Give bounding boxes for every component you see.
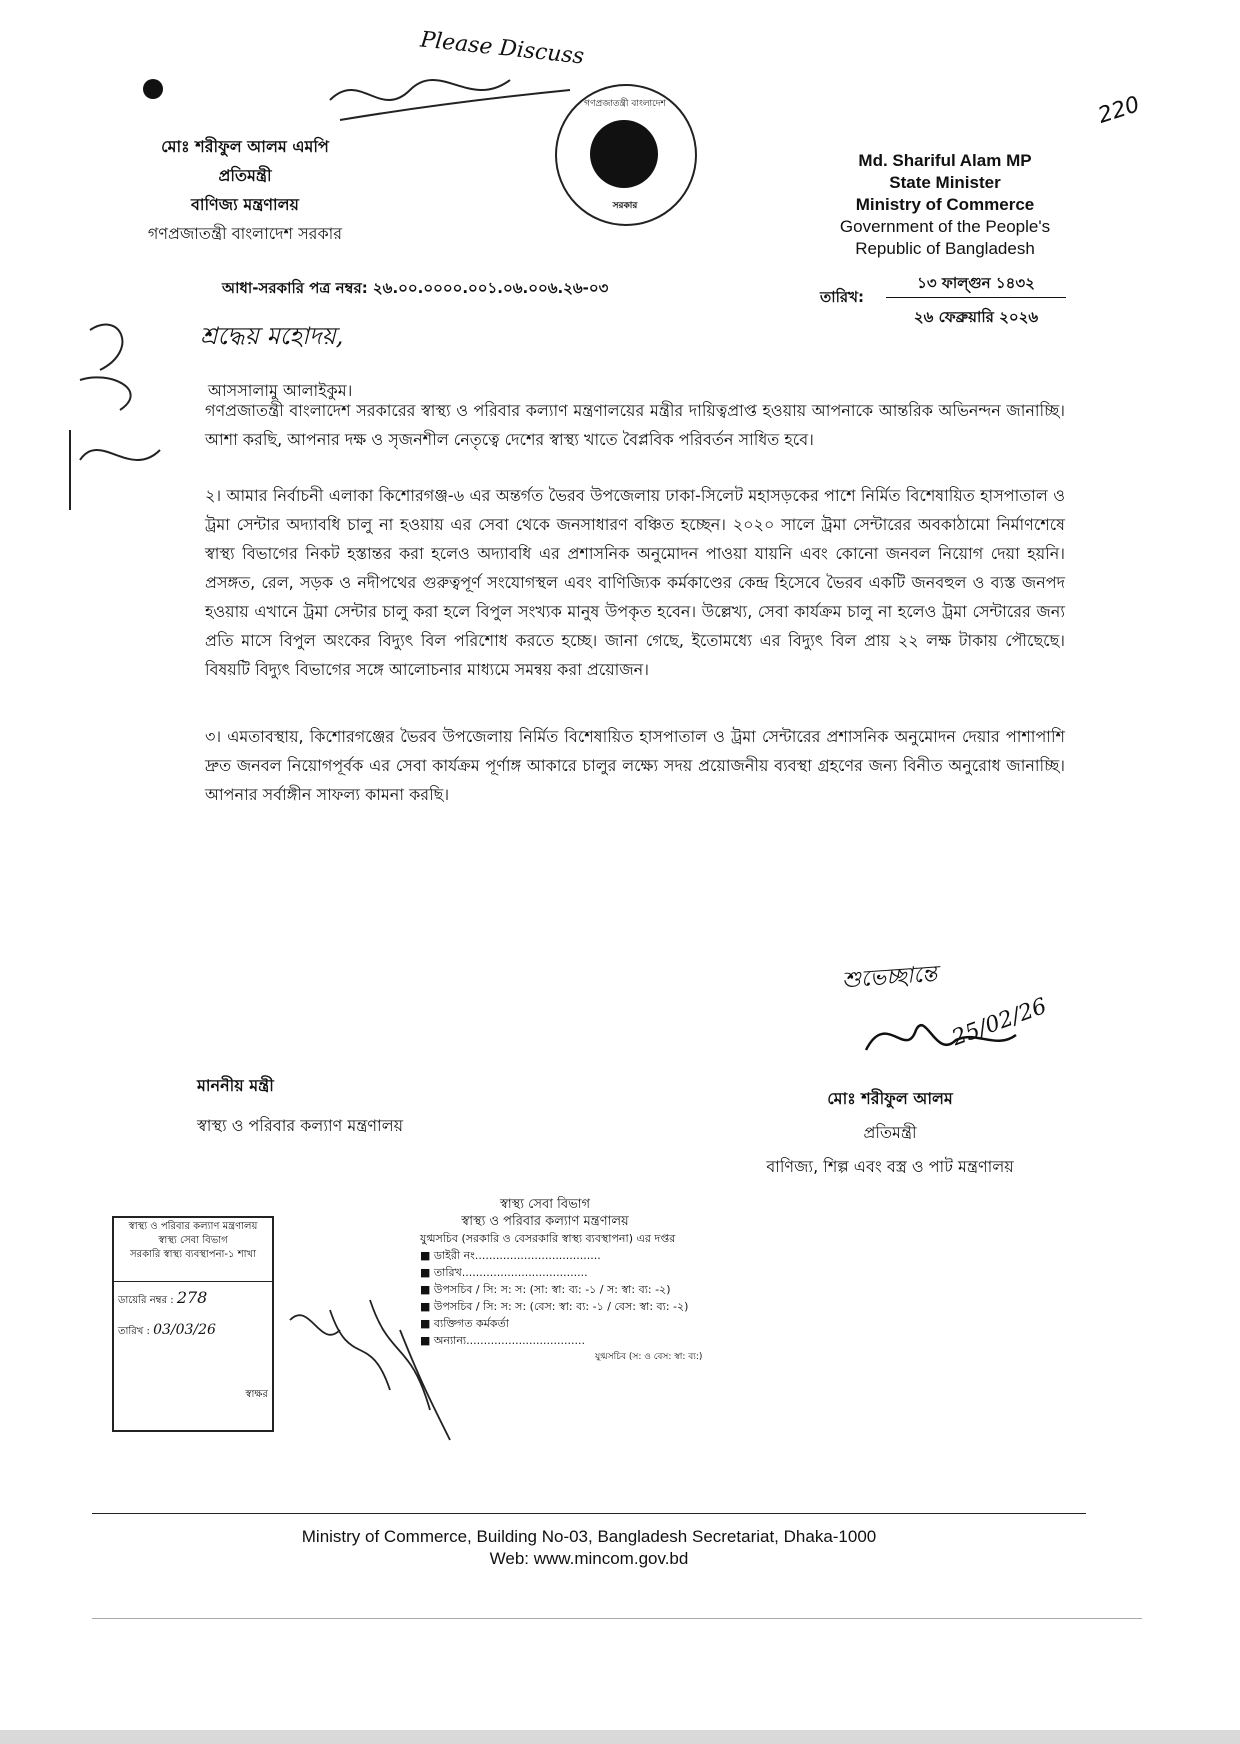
addressee-ministry: স্বাস্থ্য ও পরিবার কল্যাণ মন্ত্রণালয় xyxy=(197,1116,404,1135)
dept-stamp-item: ■ উপসচিব / সি: স: স: (সা: স্বা: ব্য: -১ / স: স্বা: ব্য: -২) xyxy=(420,1283,671,1296)
sender-block xyxy=(740,1082,1040,1184)
dept-stamp-item: ■ উপসচিব / সি: স: স: (বেস: স্বা: ব্য: -১ / বেস: স্বা: ব্য: -২) xyxy=(420,1300,689,1313)
receipt-date-label: তারিখ : xyxy=(118,1326,150,1337)
sender-title-sign: প্রতিমন্ত্রী xyxy=(863,1123,917,1142)
margin-handwritten-notes xyxy=(60,310,180,510)
letterhead-english xyxy=(820,150,1070,260)
salutation: শ্রদ্ধেয় মহোদয়, xyxy=(200,322,344,350)
sign-label: স্বাক্ষর xyxy=(245,1389,268,1400)
government-en-2: Republic of Bangladesh xyxy=(855,239,1035,258)
receipt-date-value: 03/03/26 xyxy=(153,1322,216,1338)
dept-stamp-line2: স্বাস্থ্য ও পরিবার কল্যাণ মন্ত্রণালয় xyxy=(461,1214,629,1229)
government-en-1: Government of the People's xyxy=(839,217,1051,236)
footer-divider-2 xyxy=(92,1618,1142,1619)
footer xyxy=(92,1526,1086,1570)
government-bn: গণপ্রজাতন্ত্রী বাংলাদেশ সরকার xyxy=(147,224,343,243)
receipt-stamp-line1: স্বাস্থ্য ও পরিবার কল্যাণ মন্ত্রণালয় xyxy=(128,1221,258,1232)
sender-name-sign: মোঃ শরীফুল আলম xyxy=(827,1089,953,1108)
date-bangla: ১৩ ফাল্গুন ১৪৩২ xyxy=(886,272,1066,298)
sender-ministry-bn: বাণিজ্য মন্ত্রণালয় xyxy=(191,195,299,214)
diary-label: ডায়েরি নম্বর : xyxy=(118,1295,174,1306)
footer-address: Ministry of Commerce, Building No-03, Bangladesh Secretariat, Dhaka-1000 xyxy=(301,1527,877,1546)
date-gregorian: ২৬ ফেব্রুয়ারি ২০২৬ xyxy=(913,308,1039,326)
seal-emblem xyxy=(590,120,658,188)
hole-punch-mark xyxy=(143,79,163,99)
signature-date: 25/02/26 xyxy=(948,993,1051,1052)
receipt-stamp-line2: স্বাস্থ্য সেবা বিভাগ xyxy=(158,1235,228,1246)
diary-value: 278 xyxy=(176,1288,208,1307)
greeting: আসসালামু আলাইকুম। xyxy=(208,381,353,400)
sender-title-bn: প্রতিমন্ত্রী xyxy=(218,166,272,185)
letterhead-bengali xyxy=(115,132,375,248)
date-label: তারিখ: xyxy=(820,288,864,306)
dept-stamp-line1: স্বাস্থ্য সেবা বিভাগ xyxy=(499,1197,591,1212)
corner-number-handwritten: 220 xyxy=(1095,92,1143,129)
footer-divider xyxy=(92,1513,1086,1514)
dept-stamp-item: ■ তারিখ.................................... xyxy=(420,1266,588,1279)
dept-stamp-line3: যুগ্মসচিব (সরকারি ও বেসরকারি স্বাস্থ্য ব্যবস্থাপনা) এর দপ্তর xyxy=(420,1232,676,1245)
receipt-stamp-line3: সরকারি স্বাস্থ্য ব্যবস্থাপনা-১ শাখা xyxy=(130,1249,256,1260)
sender-name-en: Md. Shariful Alam MP xyxy=(858,151,1032,170)
sender-ministry-en: Ministry of Commerce xyxy=(855,195,1035,214)
handwritten-signature-top xyxy=(320,60,580,140)
paragraph-3: ৩। এমতাবস্থায়, কিশোরগঞ্জের ভৈরব উপজেলায় নির্মিত বিশেষায়িত হাসপাতাল ও ট্রমা সেন্টারের প্রশাসনিক অনুমোদন দেয়ার পাশাপাশি দ্রুত জনবল নিয়োগপূর্বক এর সেবা কার্যক্রম পূর্ণাঙ্গ আকারে চালুর লক্ষ্যে সদয় প্রয়োজনীয় ব্যবস্থা গ্রহণের জন্য বিনীত অনুরোধ জানাচ্ছি। আপনার সর্বাঙ্গীন সাফল্য কামনা করছি। xyxy=(205,727,1065,804)
margin-handwritten-notes-bottom xyxy=(280,1290,480,1470)
scan-edge xyxy=(0,1730,1240,1744)
dept-stamp-item: ■ ডাইরী নং.................................... xyxy=(420,1249,601,1262)
seal-text-bottom: সরকার xyxy=(612,201,638,211)
sender-ministry-sign: বাণিজ্য, শিল্প এবং বস্ত্র ও পাট মন্ত্রণালয় xyxy=(766,1157,1014,1176)
paragraph-1: গণপ্রজাতন্ত্রী বাংলাদেশ সরকারের স্বাস্থ্য ও পরিবার কল্যাণ মন্ত্রণালয়ের মন্ত্রীর দায়িত্বপ্রাপ্ত হওয়ায় আপনাকে আন্তরিক অভিনন্দন জানাচ্ছি। আশা করছি, আপনার দক্ষ ও সৃজনশীল নেতৃত্বে দেশের স্বাস্থ্য খাতে বৈপ্লবিক পরিবর্তন সাধিত হবে। xyxy=(205,401,1065,449)
dept-stamp-item: ■ অন্যান্য.................................. xyxy=(420,1334,586,1347)
sender-name-bn: মোঃ শরীফুল আলম এমপি xyxy=(161,137,329,156)
closing-script: শুভেচ্ছান্তে xyxy=(841,961,939,994)
footer-web: Web: www.mincom.gov.bd xyxy=(489,1549,689,1568)
addressee-title: মাননীয় মন্ত্রী xyxy=(197,1076,274,1095)
receipt-stamp xyxy=(112,1216,274,1432)
sender-title-en: State Minister xyxy=(889,173,1001,192)
seal-text-top: গণপ্রজাতন্ত্রী বাংলাদেশ xyxy=(584,99,666,109)
paragraph-2: ২। আমার নির্বাচনী এলাকা কিশোরগঞ্জ-৬ এর অন্তর্গত ভৈরব উপজেলায় ঢাকা-সিলেট মহাসড়কের পাশে নির্মিত বিশেষায়িত হাসপাতাল ও ট্রমা সেন্টার অদ্যাবধি চালু না হওয়ায় এর সেবা থেকে জনসাধারণ বঞ্চিত হচ্ছেন। ২০২০ সালে ট্রমা সেন্টারের অবকাঠামো নির্মাণশেষে স্বাস্থ্য বিভাগের নিকট হস্তান্তর করা হলেও অদ্যাবধি এর প্রশাসনিক অনুমোদন পাওয়া যায়নি এবং কোনো জনবল নিয়োগ দেয়া হয়নি। প্রসঙ্গত, রেল, সড়ক ও নদীপথের গুরুত্বপূর্ণ সংযোগস্থল এবং বাণিজ্যিক কর্মকাণ্ডের কেন্দ্র হিসেবে ভৈরব একটি জনবহুল ও ব্যস্ত জনপদ হওয়ায় এখানে ট্রমা সেন্টার চালু করা হলে বিপুল সংখ্যক মানুষ উপকৃত হবেন। উল্লেখ্য, সেবা কার্যক্রম চালু না হলেও ট্রমা সেন্টারের জন্য প্রতি মাসে বিপুল অংকের বিদ্যুৎ বিল পরিশোধ করতে হচ্ছে। জানা গেছে, ইতোমধ্যে এর বিদ্যুৎ বিল প্রায় ২২ লক্ষ টাকায় পৌছেছে। বিষয়টি বিদ্যুৎ বিভাগের সঙ্গে আলোচনার মাধ্যমে সমন্বয় করা প্রয়োজন। xyxy=(205,486,1065,679)
handwritten-note-top: Please Discuss xyxy=(419,27,586,70)
dept-stamp-signature-label: যুগ্মসচিব (স: ও বেস: স্বা: ব্য:) xyxy=(595,1352,703,1362)
dept-stamp-item: ■ ব্যক্তিগত কর্মকর্তা xyxy=(420,1317,509,1330)
addressee-block xyxy=(197,1066,403,1146)
reference-number: আধা-সরকারি পত্র নম্বর: ২৬.০০.০০০০.০০১.০৬.০০৬.২৬-০৩ xyxy=(222,279,609,297)
